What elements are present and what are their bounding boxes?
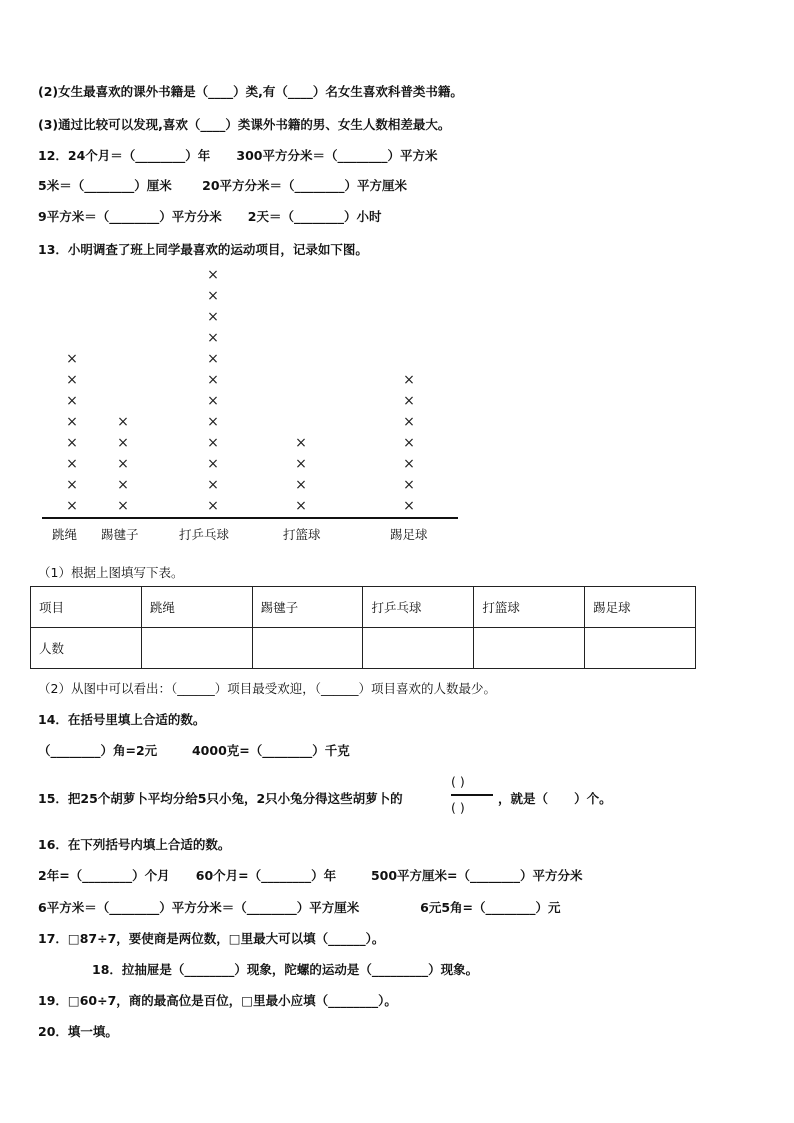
question-16-row2: 6平方米＝（________）平方分米＝（________）平方厘米 6元5角=（________）元 — [38, 900, 561, 915]
tally-mark: × — [66, 498, 78, 514]
table-row — [31, 587, 696, 628]
table-cell-input[interactable] — [141, 628, 252, 669]
table-header-cell: 项目 — [31, 587, 142, 628]
tally-mark: × — [403, 393, 415, 409]
tally-mark: × — [66, 435, 78, 451]
sports-tally-chart — [38, 262, 468, 552]
table-cell-input[interactable] — [252, 628, 363, 669]
tally-mark: × — [295, 477, 307, 493]
category-label: 踢足球 — [390, 527, 428, 542]
tally-mark: × — [66, 414, 78, 430]
category-label: 打乒乓球 — [179, 527, 230, 542]
tally-mark: × — [207, 351, 219, 367]
tally-mark: × — [403, 477, 415, 493]
tally-mark: × — [207, 498, 219, 514]
tally-mark: × — [117, 477, 129, 493]
question-13-sub2: （2）从图中可以看出：（______）项目最受欢迎，（______）项目喜欢的人数最少。 — [38, 681, 496, 696]
tally-mark: × — [403, 414, 415, 430]
tally-mark: × — [207, 330, 219, 346]
tally-mark: × — [66, 393, 78, 409]
question-17: 17．□87÷7，要使商是两位数，□里最大可以填（______）。 — [38, 931, 385, 946]
table-header-cell: 跳绳 — [141, 587, 252, 628]
tally-mark: × — [207, 393, 219, 409]
category-label: 打篮球 — [283, 527, 321, 542]
table-cell-input[interactable] — [585, 628, 696, 669]
question-16-row1: 2年=（________）个月 60个月=（________）年 500平方厘米=（________）平方分米 — [38, 868, 583, 883]
tally-mark: × — [207, 267, 219, 283]
tally-mark: × — [117, 414, 129, 430]
table-header-cell: 打篮球 — [474, 587, 585, 628]
fraction-numerator: ( ) — [451, 774, 465, 789]
line-3-compare: (3)通过比较可以发现,喜欢（____）类课外书籍的男、女生人数相差最大。 — [38, 117, 451, 132]
tally-mark: × — [207, 477, 219, 493]
tally-mark: × — [117, 498, 129, 514]
fraction-bar — [451, 794, 493, 796]
question-13-title: 13．小明调查了班上同学最喜欢的运动项目，记录如下图。 — [38, 242, 368, 257]
fraction-blank[interactable] — [449, 772, 497, 818]
tally-mark: × — [207, 414, 219, 430]
tally-mark: × — [117, 456, 129, 472]
question-12-row2: 5米＝（________）厘米 20平方分米＝（________）平方厘米 — [38, 178, 408, 193]
question-15-part2: ，就是（ ）个。 — [498, 791, 612, 806]
tally-mark: × — [207, 456, 219, 472]
tally-mark: × — [117, 435, 129, 451]
table-row-label: 人数 — [31, 628, 142, 669]
fraction-denominator: ( ) — [451, 800, 465, 815]
question-15-part1: 15．把25个胡萝卜平均分给5只小兔，2只小兔分得这些胡萝卜的 — [38, 791, 403, 806]
table-header-cell: 踢足球 — [585, 587, 696, 628]
tally-mark: × — [207, 435, 219, 451]
chart-axis — [42, 517, 458, 519]
question-12-row3: 9平方米＝（________）平方分米 2天＝（________）小时 — [38, 209, 382, 224]
tally-mark: × — [295, 498, 307, 514]
category-label: 踢毽子 — [101, 527, 139, 542]
line-2-female-books: (2)女生最喜欢的课外书籍是（____）类,有（____）名女生喜欢科普类书籍。 — [38, 84, 463, 99]
question-19: 19．□60÷7，商的最高位是百位，□里最小应填（________）。 — [38, 993, 397, 1008]
tally-mark: × — [403, 372, 415, 388]
tally-mark: × — [66, 351, 78, 367]
tally-mark: × — [66, 456, 78, 472]
question-14-row: （________）角=2元 4000克=（________）千克 — [38, 743, 350, 758]
tally-mark: × — [403, 435, 415, 451]
tally-mark: × — [207, 309, 219, 325]
question-16-title: 16．在下列括号内填上合适的数。 — [38, 837, 231, 852]
table-header-cell: 打乒乓球 — [363, 587, 474, 628]
tally-mark: × — [295, 435, 307, 451]
question-12-row1: 12．24个月＝（________）年 300平方分米＝（________）平方米 — [38, 148, 438, 163]
tally-mark: × — [295, 456, 307, 472]
sports-table — [30, 586, 696, 669]
question-14-title: 14．在括号里填上合适的数。 — [38, 712, 206, 727]
tally-mark: × — [66, 372, 78, 388]
question-13-sub1: （1）根据上图填写下表。 — [38, 565, 184, 580]
question-18: 18．拉抽屉是（________）现象，陀螺的运动是（_________）现象。 — [92, 962, 479, 977]
table-cell-input[interactable] — [363, 628, 474, 669]
table-row — [31, 628, 696, 669]
tally-mark: × — [403, 498, 415, 514]
table-cell-input[interactable] — [474, 628, 585, 669]
tally-mark: × — [207, 288, 219, 304]
tally-mark: × — [66, 477, 78, 493]
question-20: 20．填一填。 — [38, 1024, 118, 1039]
tally-mark: × — [207, 372, 219, 388]
table-header-cell: 踢毽子 — [252, 587, 363, 628]
category-label: 跳绳 — [52, 527, 78, 542]
tally-mark: × — [403, 456, 415, 472]
